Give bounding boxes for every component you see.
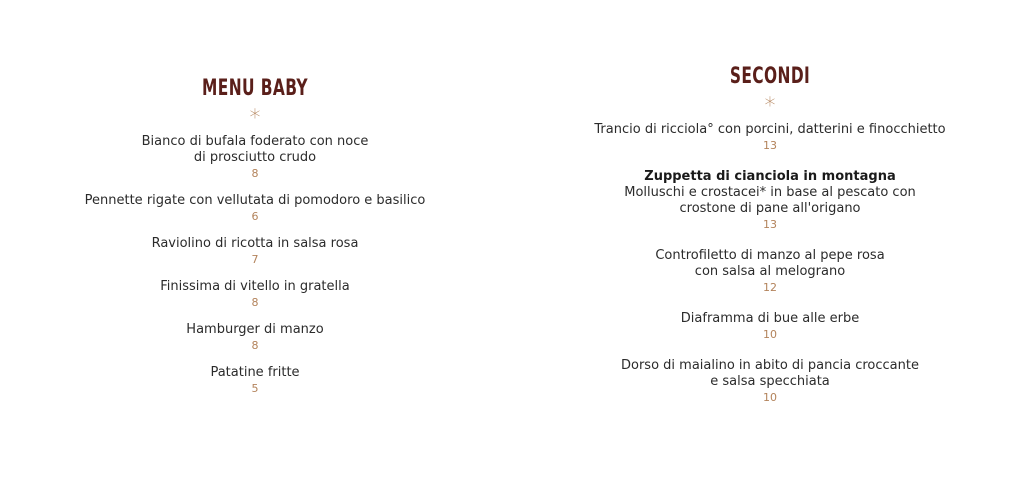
item-description: Bianco di bufala foderato con noce di prosciutto crudo bbox=[141, 134, 369, 165]
item-price: 13 bbox=[763, 139, 777, 152]
item-price: 8 bbox=[251, 339, 259, 352]
item-description: Patatine fritte bbox=[210, 365, 300, 380]
menu-item bbox=[555, 169, 985, 232]
menu-item bbox=[60, 134, 450, 181]
menu-item bbox=[60, 279, 450, 310]
item-price: 8 bbox=[251, 167, 259, 180]
menu-item bbox=[555, 358, 985, 405]
item-description: Controfiletto di manzo al pepe rosa con salsa al melograno bbox=[655, 248, 885, 279]
item-price: 10 bbox=[763, 328, 777, 341]
secondi-section bbox=[555, 64, 985, 405]
menu-item bbox=[60, 193, 450, 224]
item-description: Hamburger di manzo bbox=[186, 322, 324, 337]
item-description: Finissima di vitello in gratella bbox=[160, 279, 350, 294]
section-heading: MENU BABY bbox=[202, 76, 308, 101]
item-price: 7 bbox=[251, 253, 259, 266]
item-price: 5 bbox=[251, 382, 259, 395]
item-price: 10 bbox=[763, 391, 777, 404]
item-price: 8 bbox=[251, 296, 259, 309]
item-description: Pennette rigate con vellutata di pomodoro e basilico bbox=[84, 193, 426, 208]
section-heading: SECONDI bbox=[729, 64, 811, 89]
menu-item bbox=[555, 122, 985, 153]
item-description: Dorso di maialino in abito di pancia croccante e salsa specchiata bbox=[621, 358, 919, 389]
asterisk-ornament-icon: * bbox=[764, 94, 776, 119]
item-price: 13 bbox=[763, 218, 777, 231]
asterisk-ornament-icon: * bbox=[249, 106, 261, 131]
item-description: Raviolino di ricotta in salsa rosa bbox=[151, 236, 359, 251]
menu-baby-section bbox=[60, 76, 450, 396]
item-description: Diaframma di bue alle erbe bbox=[680, 311, 860, 326]
item-description: Trancio di ricciola° con porcini, datterini e finocchietto bbox=[594, 122, 946, 137]
item-title: Zuppetta di cianciola in montagna bbox=[644, 169, 896, 184]
item-price: 12 bbox=[763, 281, 777, 294]
menu-item bbox=[60, 322, 450, 353]
menu-item bbox=[60, 236, 450, 267]
menu-item bbox=[555, 248, 985, 295]
menu-item bbox=[60, 365, 450, 396]
menu-item bbox=[555, 311, 985, 342]
item-description: Molluschi e crostacei* in base al pescato con crostone di pane all'origano bbox=[624, 185, 916, 216]
item-price: 6 bbox=[251, 210, 259, 223]
